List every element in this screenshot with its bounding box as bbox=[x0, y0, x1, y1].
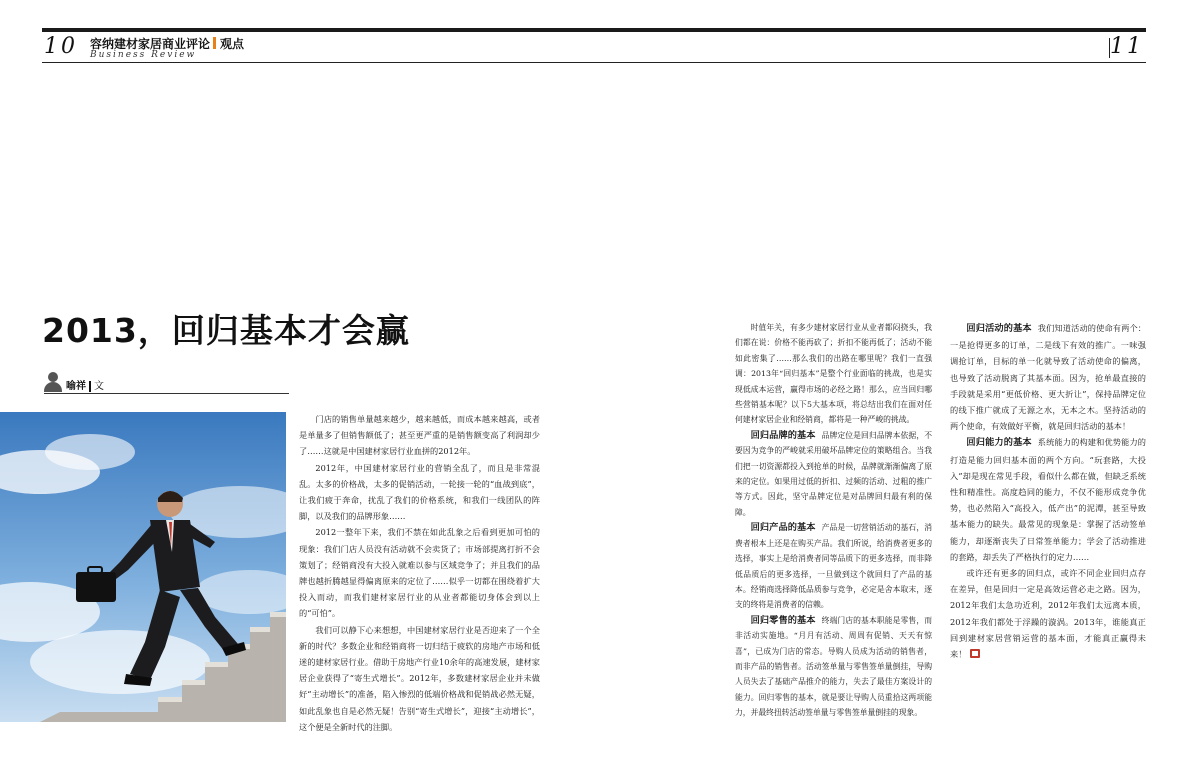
section-heading: 回归品牌的基本 bbox=[750, 429, 816, 441]
page-number-left: 10 bbox=[44, 34, 78, 59]
article-column-2 bbox=[735, 320, 932, 721]
header-rule bbox=[42, 62, 1146, 63]
byline-rule bbox=[44, 393, 289, 394]
body-paragraph: 2012年，中国建材家居行业的营销全乱了，而且是非常混乱。太多的价格战，太多的促销活动，一轮接一轮的“血战到底”，让我们疲于奔命，扰乱了我们的价格系统，和我们一线团队的阵脚，以及我们的品牌形象…… bbox=[299, 462, 540, 522]
section-heading: 回归零售的基本 bbox=[750, 614, 816, 626]
section-label: 观点 bbox=[220, 37, 245, 51]
article-column-1 bbox=[299, 411, 540, 735]
article-title: 2013，回归基本才会赢 bbox=[42, 311, 410, 350]
section-text: 品牌定位是回归品牌本依据，不要因为竞争的严峻就采用破坏品牌定位的策略组合。当我们把一切资源都投入到抢单的时候，品牌就渐渐偏离了原来的定位。如果用过低的折扣、过频的活动、过粗的推广等方式。因此，坚守品牌定位是对品牌回归最有利的保障。 bbox=[735, 430, 933, 517]
section-heading: 回归能力的基本 bbox=[966, 437, 1032, 449]
closing-paragraph: 或许还有更多的回归点，或许不同企业回归点存在差异，但是回归一定是高效运营必走之路。因为，2012年我们太急功近利，2012年我们太远离本质，2012年我们都处于浮躁的漩涡。2013年，谁能真正回到建材家居营销运营的基本面，才能真正赢得未来！ bbox=[950, 568, 1146, 660]
byline-separator bbox=[89, 381, 91, 392]
byline bbox=[44, 370, 104, 392]
section-text: 产品是一切营销活动的基石，消费者根本上还是在购买产品。我们所说，给消费者更多的选择，事实上是给消费者同等品质下的更多选择，而非降低品质后的更多选择，一旦做到这个就回归了产品的基本。经销商选择降低品质参与竞争，必定是舍本取末，逐支的终将是消费者的信赖。 bbox=[735, 523, 933, 610]
body-paragraph: 门店的销售单量越来越少，越来越低，而成本越来越高，或者是单量多了但销售额低了；甚至更严重的是销售额变高了利润却少了……这就是中国建材家居行业血拼的2012年。 bbox=[299, 414, 540, 457]
section-text: 我们知道活动的使命有两个：一是抢得更多的订单，二是线下有效的推广。一味强调抢订单，目标的单一化就导致了活动使命的偏离，也导致了活动脱离了其基本面。因为，抢单最直接的手段就是采用“更低价格、更大折让”，保持品牌定位的线下推广就成了无源之水，无本之木。坚持活动的两个使命，有效做好平衡，就是回归活动的基本！ bbox=[950, 323, 1146, 432]
person-icon bbox=[44, 372, 62, 392]
section-heading: 回归产品的基本 bbox=[750, 522, 816, 534]
body-paragraph: 2012一整年下来，我们不禁在如此乱象之后看到更加可怕的现象：我们门店人员没有活动就不会卖货了；市场部提离打折不会策划了；经销商没有大投入就难以参与区域竞争了；并且我们的品牌也越折腾越显得偏离原来的定位了……似乎一切都在围绕着扩大投入而动，而我们建材家居行业的从业者都能切身体会到以上的“可怕”。 bbox=[299, 527, 540, 619]
section-paragraph bbox=[735, 428, 932, 520]
header-top-bar bbox=[42, 28, 1146, 32]
section-paragraph bbox=[735, 520, 932, 612]
end-mark-icon bbox=[970, 649, 980, 658]
section-heading: 回归活动的基本 bbox=[966, 323, 1032, 334]
section-text: 系统能力的构建和优势能力的打造是能力回归基本面的两个方向。“玩套路，大投入”却是现在常见手段，看似什么都在做，但缺乏系统性和精准性。高度趋同的能力，不仅不能形成竞争优势，也必然陷入“高投入，低产出”的泥潭，甚至导致基本能力的缺失。最常见的现象是：掌握了活动签单能力，却逐渐丧失了日常签单能力；学会了活动推进的套路，却丢失了严格执行的定力…… bbox=[950, 437, 1146, 562]
businessman-stairs-photo bbox=[0, 412, 286, 722]
section-paragraph bbox=[735, 613, 932, 721]
accent-separator bbox=[213, 37, 216, 49]
magazine-subtitle: Business Review bbox=[90, 50, 197, 60]
author-role: 文 bbox=[94, 381, 104, 392]
body-paragraph: 我们可以静下心来想想，中国建材家居行业是否迎来了一个全新的时代？多数企业和经销商将一切归结于疲软的房地产市场和低迷的建材家居行业。借助于房地产行业10余年的高速发展，建材家居企业获得了“寄生式增长”。2012年，多数建材家居企业并未做好“主动增长”的准备，陷入惨烈的低端价格战和促销战必然无疑，如此乱象也自是必然无疑！告别“寄生式增长”，迎接“主动增长”，这个便是全新时代的注脚。 bbox=[299, 624, 540, 732]
body-paragraph: 时值年关，有多少建材家居行业从业者都闷挠头，我们都在说：价格不能再砍了；折扣不能再低了；活动不能如此密集了……那么我们的出路在哪里呢？我们一直强调：2013年“回归基本”是整个行业面临的挑战，也是实现低成本运营，赢得市场的必经之路！那么，应当回归哪些营销基本呢？以下5大基本项，将总结出我们在面对任何建材家居企业和经销商，都将是一种严峻的挑战。 bbox=[735, 323, 932, 425]
section-paragraph bbox=[950, 434, 1146, 565]
page-number-right: 11 bbox=[1110, 34, 1144, 59]
section-paragraph bbox=[950, 320, 1146, 434]
magazine-name: 容纳建材家居商业评论 bbox=[90, 37, 211, 51]
author-name: 喻祥 bbox=[66, 381, 86, 392]
section-text: 终端门店的基本职能是零售，而非活动实施地。“月月有活动、周周有促销、天天有惊喜”，已成为门店的常态。导购人员成为活动的销售者，而非产品的销售者。活动签单量与零售签单量倒挂，导购人员失去了基础产品推介的能力，失去了最佳方案设计的能力。回归零售的基本，就是要让导购人员重拾这两项能力，并最终扭转活动签单量与零售签单量倒挂的现象。 bbox=[735, 615, 933, 718]
article-column-3 bbox=[950, 320, 1146, 662]
